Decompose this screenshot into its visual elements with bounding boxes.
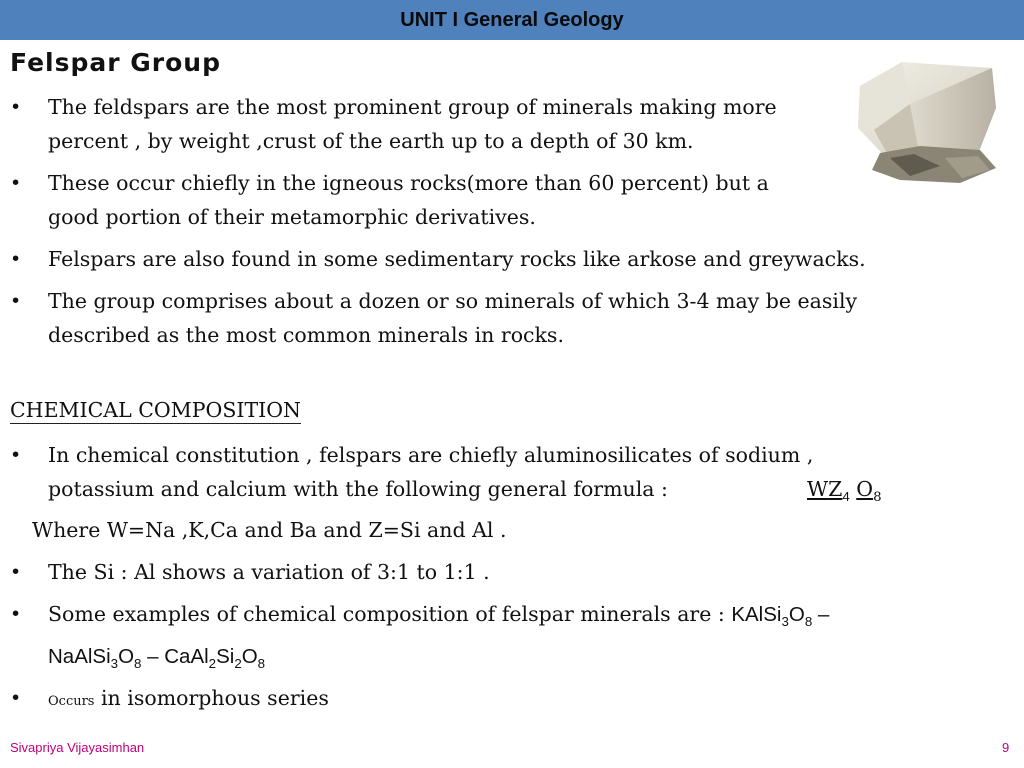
list-item: [10, 597, 1010, 681]
chemical-composition-list: [10, 438, 1010, 506]
felspar-group-list: [10, 90, 1010, 352]
where-note: Where W=Na ,K,Ca and Ba and Z=Si and Al .: [32, 518, 507, 542]
bullet-small-text: Occurs: [48, 694, 95, 710]
bullet-line: The Si : Al shows a variation of 3:1 to 1:1 .: [48, 560, 490, 584]
list-item: [10, 681, 1010, 719]
general-formula: $WZ_4$ $O_8$: [807, 477, 882, 506]
bullet-line: The feldspars are the most prominent group of minerals making more: [48, 95, 777, 119]
bullet-line: In chemical constitution , felspars are chiefly aluminosilicates of sodium ,: [48, 443, 814, 467]
slide-heading: Felspar Group: [10, 48, 221, 77]
title-bar: [0, 0, 1024, 40]
example-formulas: $NaAlSi_3O_8$ – $CaAl_2Si_2O_8$: [48, 645, 266, 672]
example-formula-kalsi: $KAlSi_3O_8$ –: [731, 603, 830, 630]
list-item: [10, 284, 1010, 352]
chemical-composition-list-2: [10, 555, 1010, 719]
bullet-line: percent , by weight ,crust of the earth up to a depth of 30 km.: [48, 129, 694, 153]
bullet-line: Some examples of chemical composition of felspar minerals are :: [48, 602, 725, 626]
list-item: [10, 242, 1010, 276]
list-item: [10, 90, 1010, 158]
bullet-line: described as the most common minerals in rocks.: [48, 323, 564, 347]
slide-header-title: UNIT I General Geology: [400, 8, 624, 31]
bullet-line: The group comprises about a dozen or so minerals of which 3-4 may be easily: [48, 289, 858, 313]
bullet-line: good portion of their metamorphic derivatives.: [48, 205, 536, 229]
bullet-line: Felspars are also found in some sedimentary rocks like arkose and greywacks.: [48, 247, 866, 271]
bullet-line: These occur chiefly in the igneous rocks(more than 60 percent) but a: [48, 171, 769, 195]
list-item: [10, 438, 1010, 506]
slide-number: 9: [1002, 740, 1010, 755]
footer-author: Sivapriya Vijayasimhan: [10, 740, 145, 755]
list-item: [10, 555, 1010, 589]
section-heading: CHEMICAL COMPOSITION: [10, 398, 301, 422]
bullet-line: in isomorphous series: [94, 686, 329, 711]
bullet-line: potassium and calcium with the following general formula :: [48, 477, 668, 501]
list-item: [10, 166, 1010, 234]
